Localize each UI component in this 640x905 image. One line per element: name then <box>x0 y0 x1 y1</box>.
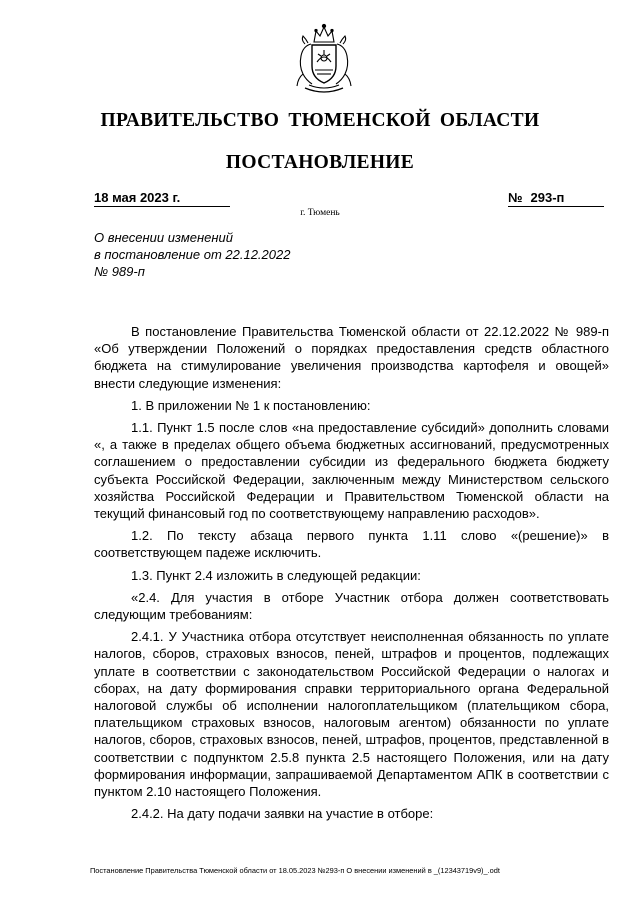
body-paragraph: 1.2. По тексту абзаца первого пункта 1.11 слово «(решение)» в соответствующем падеже исключить. <box>94 528 609 561</box>
number-value: 293-п <box>530 190 565 205</box>
document-body <box>94 323 609 827</box>
number-sign: № <box>508 190 523 205</box>
document-number <box>508 190 604 207</box>
subject-line: в постановление от 22.12.2022 <box>94 247 291 262</box>
government-title: ПРАВИТЕЛЬСТВО ТЮМЕНСКОЙ ОБЛАСТИ <box>100 110 540 131</box>
body-paragraph: 2.4.2. На дату подачи заявки на участие в отборе: <box>131 806 434 822</box>
body-paragraph: 1. В приложении № 1 к постановлению: <box>131 397 371 413</box>
body-paragraph: 1.3. Пункт 2.4 изложить в следующей редакции: <box>131 567 421 583</box>
body-paragraph: «2.4. Для участия в отборе Участник отбора должен соответствовать следующим требованиям: <box>94 589 609 623</box>
body-paragraph: 1.1. Пункт 1.5 после слов «на предоставление субсидий» дополнить словами «, а также в пределах общего объема бюджетных ассигнований, предусмотренных соглашением о предоставлении субсидии из федерального бюджета бюджету субъекта Российской Федерации, заключенным между Министерством сельского хозяйства Российской Федерации и Правительством Тюменской области на текущий финансовый год по соответствующему направлению расходов». <box>94 420 609 522</box>
body-paragraph: 2.4.1. У Участника отбора отсутствует неисполненная обязанность по уплате налогов, сборов, страховых взносов, пеней, штрафов и процентов, подлежащих уплате в соответствии с законодательством Российской Федерации о налогах и сборах, на дату формирования справки территориального органа Федеральной налоговой службы об исполнении налогоплательщиком (плательщиком сбора, плательщиком страховых взносов, налоговым агентом) обязанности по уплате налогов, сборов, страховых взносов, пеней, штрафов, процентов, представленной в соответствии с подпунктом 2.5.8 пункта 2.5 настоящего Положения, или на дату формирования информации, запрашиваемой Департаментом АПК в соответствии с пунктом 2.10 настоящего Положения. <box>94 629 609 800</box>
subject-line: № 989-п <box>94 264 145 279</box>
subject-block <box>94 229 290 280</box>
body-paragraph: В постановление Правительства Тюменской области от 22.12.2022 № 989-п «Об утверждении Положений о порядках предоставления средств областного бюджета на стимулирование увеличения производства картофеля и овощей» внести следующие изменения: <box>94 324 609 391</box>
city-label: г. Тюмень <box>300 208 340 218</box>
page-footer: Постановление Правительства Тюменской области от 18.05.2023 №293-п О внесении изменений в _(12343719v9)_.odt <box>90 866 500 875</box>
document-type-heading: ПОСТАНОВЛЕНИЕ <box>225 152 415 173</box>
subject-line: О внесении изменений <box>94 230 233 245</box>
coat-of-arms-icon <box>295 22 353 97</box>
document-date: 18 мая 2023 г. <box>94 190 230 207</box>
